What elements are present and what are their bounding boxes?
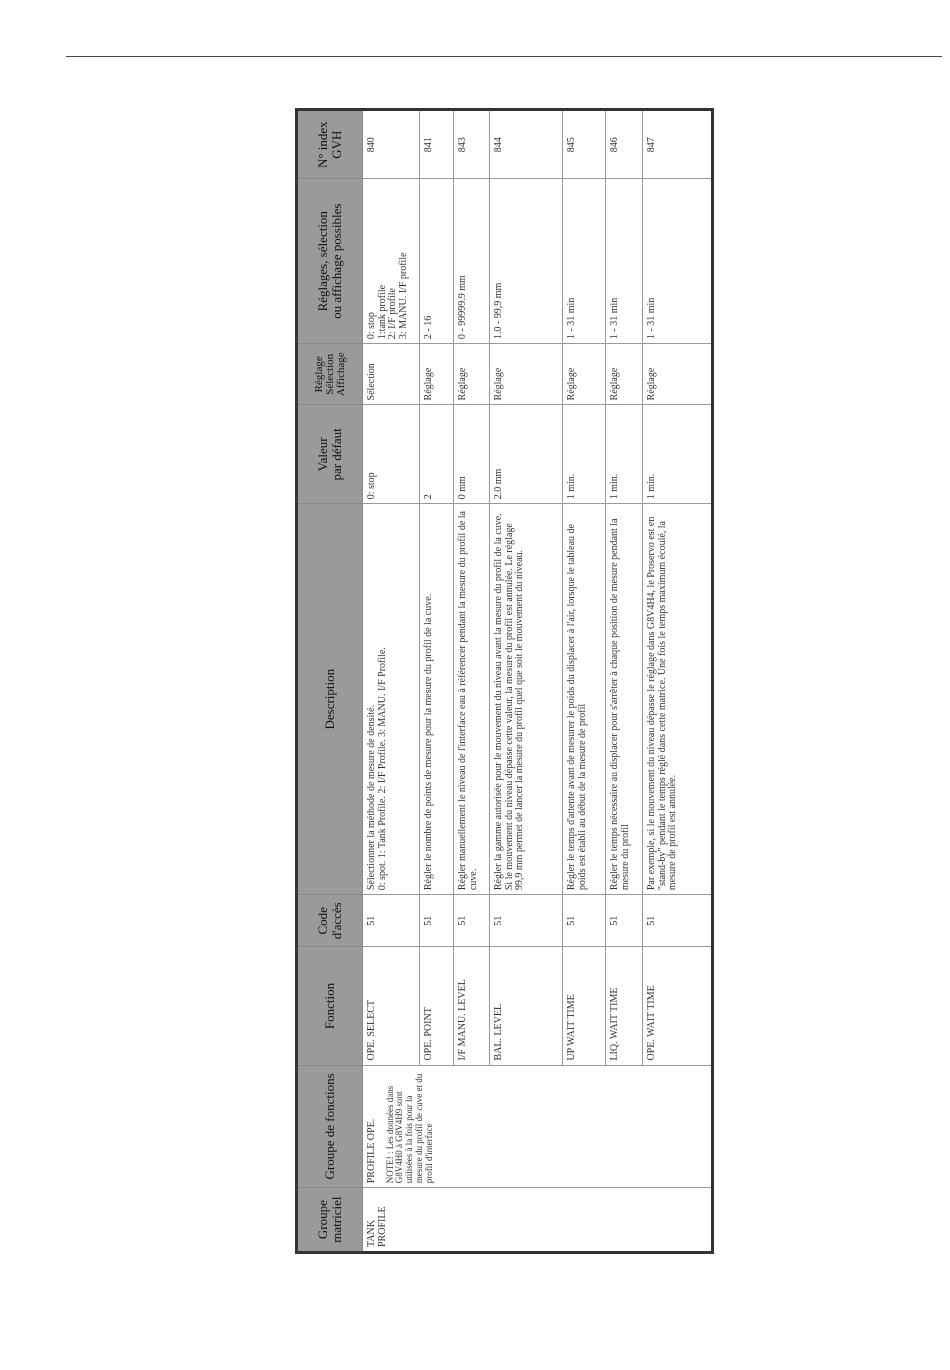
- function-group-name: PROFILE OPE.: [366, 1118, 377, 1184]
- header-access-code: Code d'accès: [297, 895, 363, 947]
- possible-cell: 1 - 31 min: [563, 179, 606, 344]
- possible-cell: 0 - 99999.9 mm: [454, 179, 490, 344]
- top-rule: [66, 56, 942, 57]
- description-cell: Régler manuellement le niveau de l'interface eau à référencer pendant la mesure du profil de la cuve.: [454, 504, 490, 895]
- description-cell: Sélectionner la méthode de mesure de densité. 0: spot. 1: Tank Profile. 2: I/F Profile. 3: MANU. I/F Profile.: [363, 504, 420, 895]
- type-cell: Réglage: [454, 344, 490, 405]
- description-cell: Régler le temps nécessaire au displacer pour s'arrêter à chaque position de mesure pendant la mesure du profil: [606, 504, 643, 895]
- table-container: [295, 108, 714, 1254]
- header-description: Description: [297, 504, 363, 895]
- default-cell: 0 mm: [454, 405, 490, 504]
- function-group-note: NOTE! : Les données dans G8V4H0 à G8V4H9 sont utilisées à la fois pour la mesure du profil de cuve et du profil d'interface: [384, 1073, 435, 1184]
- index-cell: 847: [643, 110, 713, 179]
- description-cell: Régler le temps d'attente avant de mesurer le poids du displacer à l'air, lorsque le tableau de poids est établi au début de la mesure de profil: [563, 504, 606, 895]
- type-cell: Réglage: [643, 344, 713, 405]
- function-cell: OPE. SELECT: [363, 947, 420, 1065]
- parameter-table: [295, 108, 714, 1254]
- matrix-group-cell: TANK PROFILE: [363, 1188, 713, 1253]
- function-cell: BAL. LEVEL: [490, 947, 563, 1065]
- header-function-group: Groupe de fonctions: [297, 1065, 363, 1188]
- function-cell: OPE. WAIT TIME: [643, 947, 713, 1065]
- default-cell: 2: [420, 405, 454, 504]
- function-cell: UP WAIT TIME: [563, 947, 606, 1065]
- code-cell: 51: [420, 895, 454, 947]
- index-cell: 844: [490, 110, 563, 179]
- index-cell: 841: [420, 110, 454, 179]
- header-row: [297, 110, 363, 1253]
- code-cell: 51: [643, 895, 713, 947]
- index-cell: 843: [454, 110, 490, 179]
- header-matrix-group: Groupe matriciel: [297, 1188, 363, 1253]
- header-setting-type: Réglage Sélection Affichage: [297, 344, 363, 405]
- function-group-cell: [363, 1065, 713, 1188]
- code-cell: 51: [606, 895, 643, 947]
- index-cell: 840: [363, 110, 420, 179]
- code-cell: 51: [490, 895, 563, 947]
- header-default-value: Valeur par défaut: [297, 405, 363, 504]
- default-cell: 1 min.: [563, 405, 606, 504]
- type-cell: Réglage: [606, 344, 643, 405]
- default-cell: 2.0 mm: [490, 405, 563, 504]
- header-possible-settings: Réglages, sélection ou affichage possibles: [297, 179, 363, 344]
- header-index: N° index GVH: [297, 110, 363, 179]
- default-cell: 1 min.: [643, 405, 713, 504]
- type-cell: Sélection: [363, 344, 420, 405]
- function-cell: LIQ. WAIT TIME: [606, 947, 643, 1065]
- possible-cell: 2 - 16: [420, 179, 454, 344]
- possible-cell: 0: stop 1:tank profile 2: I/F profile 3: MANU. I/F profile: [363, 179, 420, 344]
- type-cell: Réglage: [490, 344, 563, 405]
- index-cell: 846: [606, 110, 643, 179]
- type-cell: Réglage: [420, 344, 454, 405]
- description-cell: Régler le nombre de points de mesure pour la mesure du profil de la cuve.: [420, 504, 454, 895]
- possible-cell: 1 - 31 min: [643, 179, 713, 344]
- function-cell: I/F MANU. LEVEL: [454, 947, 490, 1065]
- type-cell: Réglage: [563, 344, 606, 405]
- index-cell: 845: [563, 110, 606, 179]
- code-cell: 51: [563, 895, 606, 947]
- function-cell: OPE. POINT: [420, 947, 454, 1065]
- possible-cell: 1 - 31 min: [606, 179, 643, 344]
- default-cell: 1 min.: [606, 405, 643, 504]
- description-cell: Régler la gamme autorisée pour le mouvement du niveau avant la mesure du profil de la cuve. Si le mouvement du niveau dépasse cette valeur, la mesure du profil est annulée. Le réglage 99,9 mm permet de lancer la mesure du profil quel que soit le mouvement du niveau.: [490, 504, 563, 895]
- header-function: Fonction: [297, 947, 363, 1065]
- description-cell: Par exemple, si le mouvement du niveau dépasse le réglage dans G8V4H4, le Proservo est en "stand-by" pendant le temps réglé dans cette matrice. Une fois le temps maximum écoulé, la mesure de profil est annulée.: [643, 504, 713, 895]
- code-cell: 51: [363, 895, 420, 947]
- code-cell: 51: [454, 895, 490, 947]
- possible-cell: 1.0 - 99,9 mm: [490, 179, 563, 344]
- table-row: [363, 110, 420, 1253]
- default-cell: 0: stop: [363, 405, 420, 504]
